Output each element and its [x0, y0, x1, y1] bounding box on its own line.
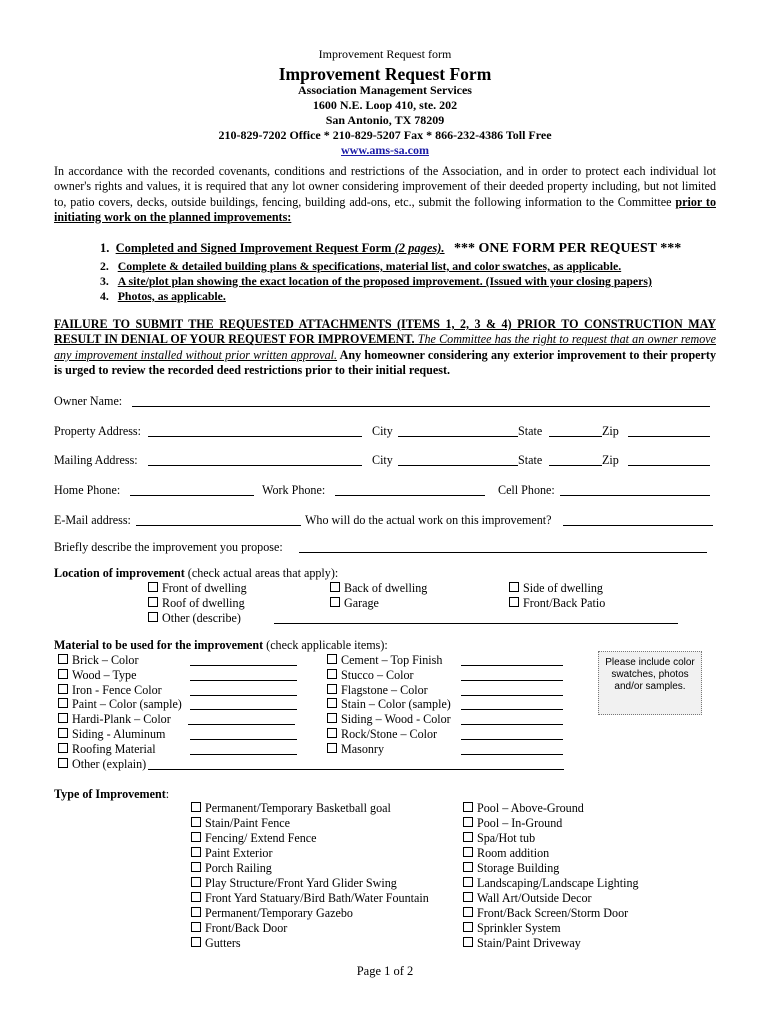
- checkbox[interactable]: [58, 698, 68, 708]
- checkbox[interactable]: [463, 817, 473, 827]
- org-website-link[interactable]: www.ams-sa.com: [341, 143, 429, 157]
- material-brick-field[interactable]: [190, 665, 297, 666]
- requirement-item-4: [100, 289, 226, 304]
- option-label: Back of dwelling: [344, 581, 428, 595]
- option-label: Porch Railing: [205, 861, 272, 875]
- material-hardiplank[interactable]: [58, 712, 171, 727]
- type-heading-text: Type of Improvement: [54, 787, 166, 801]
- org-address-line2: San Antonio, TX 78209: [325, 113, 445, 127]
- checkbox[interactable]: [327, 654, 337, 664]
- type-basketball-goal[interactable]: [191, 801, 391, 816]
- option-label: Spa/Hot tub: [477, 831, 536, 845]
- cell-phone-label: Cell Phone:: [498, 483, 555, 497]
- material-roofing-field[interactable]: [190, 754, 297, 755]
- option-label: Hardi-Plank – Color: [72, 712, 171, 726]
- form-title: Improvement Request Form: [278, 64, 492, 84]
- checkbox[interactable]: [327, 713, 337, 723]
- material-siding-wood-field[interactable]: [461, 724, 563, 725]
- material-stain[interactable]: [327, 697, 451, 712]
- material-wood[interactable]: [58, 668, 136, 683]
- org-name: Association Management Services: [298, 83, 472, 97]
- type-play-structure[interactable]: [191, 876, 397, 891]
- mailing-zip-label: Zip: [602, 453, 619, 467]
- type-landscaping[interactable]: [463, 876, 639, 891]
- type-heading: [54, 787, 169, 802]
- home-phone-label: Home Phone:: [54, 483, 121, 497]
- property-city-field[interactable]: [398, 436, 518, 437]
- property-zip-field[interactable]: [628, 436, 710, 437]
- location-hint: (check actual areas that apply):: [184, 566, 339, 580]
- checkbox[interactable]: [58, 758, 68, 768]
- material-rock-stone[interactable]: [327, 727, 437, 742]
- property-state-field[interactable]: [549, 436, 602, 437]
- type-fencing[interactable]: [191, 831, 317, 846]
- location-option-side[interactable]: [509, 581, 603, 596]
- checkbox[interactable]: [58, 669, 68, 679]
- option-label: Iron - Fence Color: [72, 683, 162, 697]
- mailing-address-field[interactable]: [148, 465, 362, 466]
- checkbox[interactable]: [148, 582, 158, 592]
- checkbox[interactable]: [463, 892, 473, 902]
- intro-paragraph: [54, 164, 716, 226]
- option-label: Paint – Color (sample): [72, 697, 182, 711]
- email-label: E-Mail address:: [54, 513, 131, 527]
- type-sprinkler[interactable]: [463, 921, 561, 936]
- location-heading-text: Location of improvement: [54, 566, 185, 580]
- org-address-line1: 1600 N.E. Loop 410, ste. 202: [312, 98, 458, 112]
- location-heading: [54, 566, 338, 581]
- type-spa[interactable]: [463, 831, 535, 846]
- option-label: Front of dwelling: [162, 581, 247, 595]
- property-city-label: City: [372, 424, 393, 438]
- option-label: Permanent/Temporary Basketball goal: [205, 801, 391, 815]
- checkbox[interactable]: [327, 743, 337, 753]
- option-label: Other (explain): [72, 757, 147, 771]
- type-room-addition[interactable]: [463, 846, 549, 861]
- type-wall-art[interactable]: [463, 891, 592, 906]
- checkbox[interactable]: [463, 922, 473, 932]
- material-siding-aluminum[interactable]: [58, 727, 165, 742]
- email-field[interactable]: [136, 525, 301, 526]
- checkbox[interactable]: [191, 937, 201, 947]
- checkbox[interactable]: [58, 713, 68, 723]
- requirement-item-3: [100, 274, 652, 289]
- mailing-zip-field[interactable]: [628, 465, 710, 466]
- option-label: Pool – In-Ground: [477, 816, 563, 830]
- checkbox[interactable]: [463, 832, 473, 842]
- material-iron[interactable]: [58, 683, 162, 698]
- option-label: Wall Art/Outside Decor: [477, 891, 592, 905]
- type-gutters[interactable]: [191, 936, 241, 951]
- material-other[interactable]: [58, 757, 146, 772]
- checkbox[interactable]: [148, 597, 158, 607]
- type-storage[interactable]: [463, 861, 559, 876]
- option-label: Other (describe): [162, 611, 241, 625]
- mailing-address-label: Mailing Address:: [54, 453, 138, 467]
- option-label: Paint Exterior: [205, 846, 273, 860]
- option-label: Front/Back Door: [205, 921, 288, 935]
- property-address-field[interactable]: [148, 436, 362, 437]
- checkbox[interactable]: [58, 654, 68, 664]
- material-heading: [54, 638, 388, 653]
- type-stain-paint-fence[interactable]: [191, 816, 290, 831]
- requirement-num: 1.: [100, 241, 110, 255]
- type-paint-exterior[interactable]: [191, 846, 273, 861]
- property-state-label: State: [518, 424, 543, 438]
- option-label: Pool – Above-Ground: [477, 801, 584, 815]
- option-label: Permanent/Temporary Gazebo: [205, 906, 353, 920]
- work-phone-label: Work Phone:: [262, 483, 326, 497]
- who-work-field[interactable]: [563, 525, 713, 526]
- checkbox[interactable]: [463, 802, 473, 812]
- checkbox[interactable]: [463, 862, 473, 872]
- work-phone-field[interactable]: [335, 495, 485, 496]
- material-heading-text: Material to be used for the improvement: [54, 638, 264, 652]
- checkbox[interactable]: [191, 832, 201, 842]
- warning-italic: The Committee has the right to request that an owner remove any improvement installed without prior written approval.: [54, 332, 717, 362]
- checkbox[interactable]: [148, 612, 158, 622]
- material-brick[interactable]: [58, 653, 139, 668]
- material-cement[interactable]: [327, 653, 442, 668]
- material-iron-field[interactable]: [190, 695, 297, 696]
- option-label: Sprinkler System: [477, 921, 561, 935]
- type-statuary[interactable]: [191, 891, 429, 906]
- warning-bold: FAILURE TO SUBMIT THE REQUESTED ATTACHMENTS (ITEMS 1, 2, 3 & 4) PRIOR TO CONSTRUCTION MAY RESULT IN DENIAL OF YOUR REQUEST FOR IMPROVEMENT.: [54, 317, 716, 347]
- option-label: Roof of dwelling: [162, 596, 245, 610]
- location-option-roof[interactable]: [148, 596, 245, 611]
- requirement-num: 2.: [100, 259, 109, 273]
- type-heading-colon: :: [165, 787, 170, 801]
- option-label: Rock/Stone – Color: [341, 727, 438, 741]
- option-label: Storage Building: [477, 861, 560, 875]
- checkbox[interactable]: [327, 698, 337, 708]
- location-other-field[interactable]: [274, 623, 678, 624]
- material-flagstone[interactable]: [327, 683, 428, 698]
- checkbox[interactable]: [58, 728, 68, 738]
- option-label: Stain – Color (sample): [341, 697, 451, 711]
- material-flagstone-field[interactable]: [461, 695, 563, 696]
- mailing-city-label: City: [372, 453, 393, 467]
- option-label: Side of dwelling: [523, 581, 603, 595]
- checkbox[interactable]: [330, 582, 340, 592]
- material-hint: (check applicable items):: [263, 638, 388, 652]
- material-paint[interactable]: [58, 697, 182, 712]
- warning-tail: Any homeowner considering any exterior improvement to their property is urged to review the recorded deed restrictions prior to their initial request.: [54, 347, 716, 378]
- material-stucco[interactable]: [327, 668, 414, 683]
- option-label: Stain/Paint Fence: [205, 816, 290, 830]
- material-masonry-field[interactable]: [461, 754, 563, 755]
- requirement-text: Complete & detailed building plans & specifications, material list, and color swatches, as applicable.: [117, 259, 622, 273]
- option-label: Room addition: [477, 846, 550, 860]
- location-option-other[interactable]: [148, 611, 241, 626]
- location-option-back[interactable]: [330, 581, 427, 596]
- checkbox[interactable]: [58, 743, 68, 753]
- one-form-notice: *** ONE FORM PER REQUEST ***: [453, 241, 682, 256]
- material-roofing[interactable]: [58, 742, 156, 757]
- material-siding-wood[interactable]: [327, 712, 451, 727]
- mailing-city-field[interactable]: [398, 465, 518, 466]
- type-gazebo[interactable]: [191, 906, 353, 921]
- requirement-text: Photos, as applicable.: [117, 289, 226, 303]
- type-porch-railing[interactable]: [191, 861, 272, 876]
- material-rock-stone-field[interactable]: [461, 739, 563, 740]
- checkbox[interactable]: [327, 684, 337, 694]
- requirement-item-1: [100, 241, 681, 256]
- owner-name-field[interactable]: [132, 406, 710, 407]
- option-label: Front Yard Statuary/Bird Bath/Water Fountain: [205, 891, 429, 905]
- material-paint-field[interactable]: [190, 709, 297, 710]
- option-label: Stucco – Color: [341, 668, 414, 682]
- mailing-state-label: State: [518, 453, 543, 467]
- checkbox[interactable]: [191, 817, 201, 827]
- type-screen-door[interactable]: [463, 906, 628, 921]
- checkbox[interactable]: [327, 669, 337, 679]
- option-label: Roofing Material: [72, 742, 156, 756]
- location-option-front[interactable]: [148, 581, 247, 596]
- checkbox[interactable]: [191, 907, 201, 917]
- material-masonry[interactable]: [327, 742, 384, 757]
- checkbox[interactable]: [463, 907, 473, 917]
- option-label: Gutters: [205, 936, 241, 950]
- option-label: Wood – Type: [72, 668, 137, 682]
- material-siding-aluminum-field[interactable]: [190, 739, 297, 740]
- option-label: Siding – Wood - Color: [341, 712, 451, 726]
- option-label: Front/Back Patio: [523, 596, 606, 610]
- checkbox[interactable]: [509, 582, 519, 592]
- requirement-text: A site/plot plan showing the exact location of the proposed improvement. (Issued with your closing papers): [117, 274, 652, 288]
- checkbox[interactable]: [509, 597, 519, 607]
- requirement-num: 3.: [100, 274, 109, 288]
- checkbox[interactable]: [191, 862, 201, 872]
- option-label: Siding - Aluminum: [72, 727, 166, 741]
- option-label: Landscaping/Landscape Lighting: [477, 876, 639, 890]
- describe-field[interactable]: [299, 552, 707, 553]
- location-option-patio[interactable]: [509, 596, 605, 611]
- who-work-label: Who will do the actual work on this improvement?: [305, 513, 552, 527]
- option-label: Brick – Color: [72, 653, 139, 667]
- material-stucco-field[interactable]: [461, 680, 563, 681]
- option-label: Cement – Top Finish: [341, 653, 443, 667]
- location-option-garage[interactable]: [330, 596, 379, 611]
- option-label: Masonry: [341, 742, 384, 756]
- describe-label: Briefly describe the improvement you propose:: [54, 540, 283, 554]
- material-other-field[interactable]: [148, 769, 564, 770]
- warning-paragraph: [54, 317, 716, 379]
- page-number: Page 1 of 2: [356, 964, 414, 978]
- property-address-label: Property Address:: [54, 424, 142, 438]
- mailing-state-field[interactable]: [549, 465, 602, 466]
- material-hardiplank-field[interactable]: [188, 724, 295, 725]
- checkbox[interactable]: [463, 877, 473, 887]
- option-label: Front/Back Screen/Storm Door: [477, 906, 629, 920]
- property-zip-label: Zip: [602, 424, 619, 438]
- checkbox[interactable]: [463, 937, 473, 947]
- checkbox[interactable]: [191, 847, 201, 857]
- checkbox[interactable]: [191, 802, 201, 812]
- requirement-text: Completed and Signed Improvement Request Form: [115, 241, 395, 255]
- option-label: Flagstone – Color: [341, 683, 428, 697]
- material-wood-field[interactable]: [190, 680, 297, 681]
- checkbox[interactable]: [191, 877, 201, 887]
- samples-note: Please include color swatches, photos and/or samples.: [598, 651, 702, 715]
- intro-text: In accordance with the recorded covenants, conditions and restrictions of the Association, and in order to protect each individual lot owner's rights and values, it is required that any lot owner considering improvement of their deeded property including, but not limited to, patio covers, decks, outside buildings, fencing, building add-ons, etc., submit the following information to the Committee: [54, 164, 716, 209]
- material-stain-field[interactable]: [461, 709, 563, 710]
- checkbox[interactable]: [191, 922, 201, 932]
- material-cement-field[interactable]: [461, 665, 563, 666]
- type-pool-in[interactable]: [463, 816, 562, 831]
- org-phones: 210-829-7202 Office * 210-829-5207 Fax * 866-232-4386 Toll Free: [218, 128, 552, 142]
- checkbox[interactable]: [58, 684, 68, 694]
- checkbox[interactable]: [463, 847, 473, 857]
- checkbox[interactable]: [191, 892, 201, 902]
- type-door[interactable]: [191, 921, 287, 936]
- home-phone-field[interactable]: [130, 495, 254, 496]
- option-label: Play Structure/Front Yard Glider Swing: [205, 876, 397, 890]
- requirement-item-2: [100, 259, 621, 274]
- owner-name-label: Owner Name:: [54, 394, 123, 408]
- type-pool-above[interactable]: [463, 801, 584, 816]
- intro-emphasis: prior to initiating work on the planned improvements:: [54, 194, 716, 225]
- option-label: Fencing/ Extend Fence: [205, 831, 317, 845]
- requirement-italic: (2 pages).: [394, 241, 445, 255]
- requirement-num: 4.: [100, 289, 109, 303]
- type-driveway[interactable]: [463, 936, 581, 951]
- option-label: Stain/Paint Driveway: [477, 936, 581, 950]
- document-title: Improvement Request form: [318, 47, 452, 61]
- checkbox[interactable]: [330, 597, 340, 607]
- checkbox[interactable]: [327, 728, 337, 738]
- cell-phone-field[interactable]: [560, 495, 710, 496]
- option-label: Garage: [344, 596, 379, 610]
